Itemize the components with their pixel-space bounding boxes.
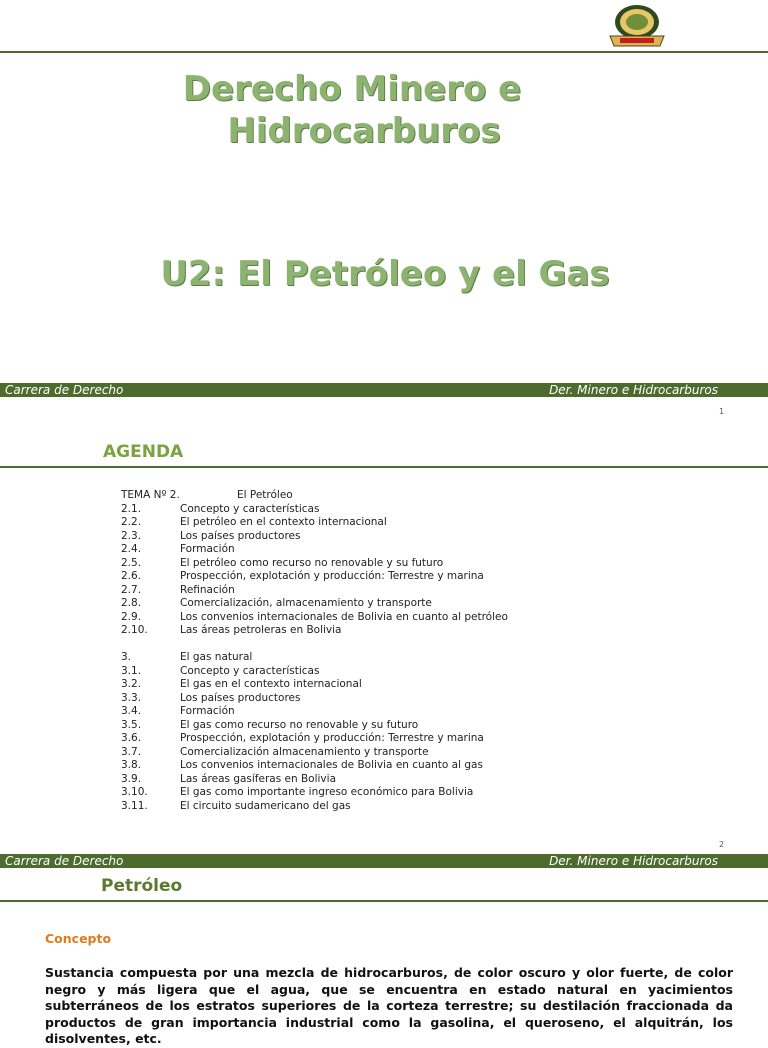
agenda-item: [121, 678, 508, 692]
agenda-item: [121, 503, 508, 517]
agenda-item: [121, 759, 508, 773]
slide-1-top-rule: [0, 51, 768, 53]
agenda-list: [121, 489, 508, 813]
agenda-item: [121, 746, 508, 760]
agenda-item: [121, 692, 508, 706]
section-heading: Petróleo: [101, 876, 183, 896]
agenda-heading: AGENDA: [103, 442, 184, 462]
agenda-item: [121, 786, 508, 800]
agenda-item-text: Las áreas gasíferas en Bolivia: [180, 772, 336, 785]
agenda-item-text: Comercialización, almacenamiento y transporte: [180, 597, 432, 609]
agenda-item: [121, 597, 508, 611]
agenda-item-text: Los convenios internacionales de Bolivia en cuanto al gas: [180, 759, 483, 771]
agenda-item-text: Formación: [180, 705, 235, 717]
agenda-item-number: 2.7.: [121, 583, 142, 596]
agenda-item: [121, 732, 508, 746]
agenda-item-text: Prospección, explotación y producción: Terrestre y marina: [180, 570, 484, 582]
agenda-item-text: El petróleo en el contexto internacional: [180, 516, 387, 528]
agenda-item: [121, 584, 508, 598]
agenda-item-text: Prospección, explotación y producción: Terrestre y marina: [180, 732, 484, 744]
agenda-item: [121, 611, 508, 625]
agenda-item-text: Formación: [180, 543, 235, 555]
agenda-item-number: 3.: [121, 651, 132, 663]
agenda-item-number: 3.7.: [121, 745, 142, 758]
agenda-item: [121, 530, 508, 544]
agenda-item-number: 3.6.: [121, 732, 142, 744]
agenda-item-number: 2.1.: [121, 502, 142, 515]
slide-2-top-rule: [0, 466, 768, 468]
agenda-item-text: Los países productores: [180, 691, 301, 704]
slide-1-footer: [0, 383, 768, 397]
agenda-item-text: Las áreas petroleras en Bolivia: [180, 624, 342, 636]
agenda-item-number: 2.9.: [121, 610, 142, 623]
page-number: 2: [719, 840, 725, 849]
agenda-item-text: Refinación: [180, 583, 235, 596]
agenda-item: [121, 665, 508, 679]
agenda-item-number: 3.9.: [121, 772, 142, 785]
agenda-item: [121, 651, 508, 665]
page-number: 1: [719, 407, 725, 416]
agenda-item: [121, 638, 508, 652]
agenda-item-number: 3.8.: [121, 759, 142, 771]
agenda-item: [121, 557, 508, 571]
agenda-item-text: El circuito sudamericano del gas: [180, 799, 351, 812]
agenda-item: [121, 516, 508, 530]
agenda-item: [121, 800, 508, 814]
agenda-item: [121, 624, 508, 638]
slide-2-footer: [0, 854, 768, 868]
agenda-item: [121, 773, 508, 787]
slide-title: [142, 68, 562, 152]
agenda-item-text: Concepto y características: [180, 664, 320, 677]
agenda-item-number: TEMA Nº 2.: [121, 489, 180, 501]
agenda-item-number: 2.10.: [121, 624, 148, 636]
agenda-item: [121, 570, 508, 584]
agenda-item-number: 3.11.: [121, 799, 148, 812]
agenda-item-text: Los convenios internacionales de Bolivia en cuanto al petróleo: [180, 610, 508, 623]
agenda-item-text: El Petróleo: [237, 489, 293, 501]
agenda-item-text: El petróleo como recurso no renovable y su futuro: [180, 556, 444, 569]
agenda-item-number: 2.8.: [121, 597, 142, 609]
agenda-item: [121, 705, 508, 719]
agenda-item-number: 3.3.: [121, 691, 142, 704]
title-line-2: Hidrocarburos: [227, 111, 501, 151]
agenda-item-number: 2.5.: [121, 556, 142, 569]
slide-3-top-rule: [0, 900, 768, 902]
footer-right-label: Der. Minero e Hidrocarburos: [549, 854, 718, 868]
concept-paragraph: Sustancia compuesta por una mezcla de hidrocarburos, de color oscuro y olor fuerte, de color negro y más ligera que el agua, que se encuentra en estado natural en yacimientos subterráneos de los estratos superiores de la corteza terrestre; su destilación fraccionada da productos de gran importancia industrial como la gasolina, el queroseno, el alquitrán, los disolventes, etc.: [45, 965, 733, 1046]
agenda-item-text: Los países productores: [180, 529, 301, 542]
footer-left-label: Carrera de Derecho: [5, 854, 124, 868]
agenda-item-number: 2.3.: [121, 529, 142, 542]
agenda-item-number: 2.4.: [121, 543, 142, 555]
footer-right-label: Der. Minero e Hidrocarburos: [549, 383, 718, 397]
slide-subtitle: U2: El Petróleo y el Gas: [160, 254, 610, 294]
agenda-item-number: 3.10.: [121, 786, 148, 798]
agenda-item-number: 3.2.: [121, 678, 142, 690]
agenda-item: [121, 719, 508, 733]
agenda-item: [121, 489, 508, 503]
footer-left-label: Carrera de Derecho: [5, 383, 124, 397]
agenda-item-text: El gas como importante ingreso económico para Bolivia: [180, 786, 474, 798]
agenda-item-number: 2.2.: [121, 516, 142, 528]
agenda-item-number: 3.5.: [121, 718, 142, 731]
agenda-item-number: 2.6.: [121, 570, 142, 582]
title-line-1: Derecho Minero e: [182, 69, 522, 109]
university-logo: [604, 2, 670, 48]
agenda-item-text: El gas en el contexto internacional: [180, 678, 362, 690]
agenda-item-text: El gas como recurso no renovable y su futuro: [180, 718, 419, 731]
agenda-item-number: 3.1.: [121, 664, 142, 677]
agenda-item-text: El gas natural: [180, 651, 253, 663]
agenda-item-text: Comercialización almacenamiento y transporte: [180, 745, 429, 758]
seal-icon: [604, 2, 670, 48]
agenda-item-number: 3.4.: [121, 705, 142, 717]
concept-label: Concepto: [45, 931, 112, 946]
agenda-item-text: Concepto y características: [180, 502, 320, 515]
agenda-item: [121, 543, 508, 557]
